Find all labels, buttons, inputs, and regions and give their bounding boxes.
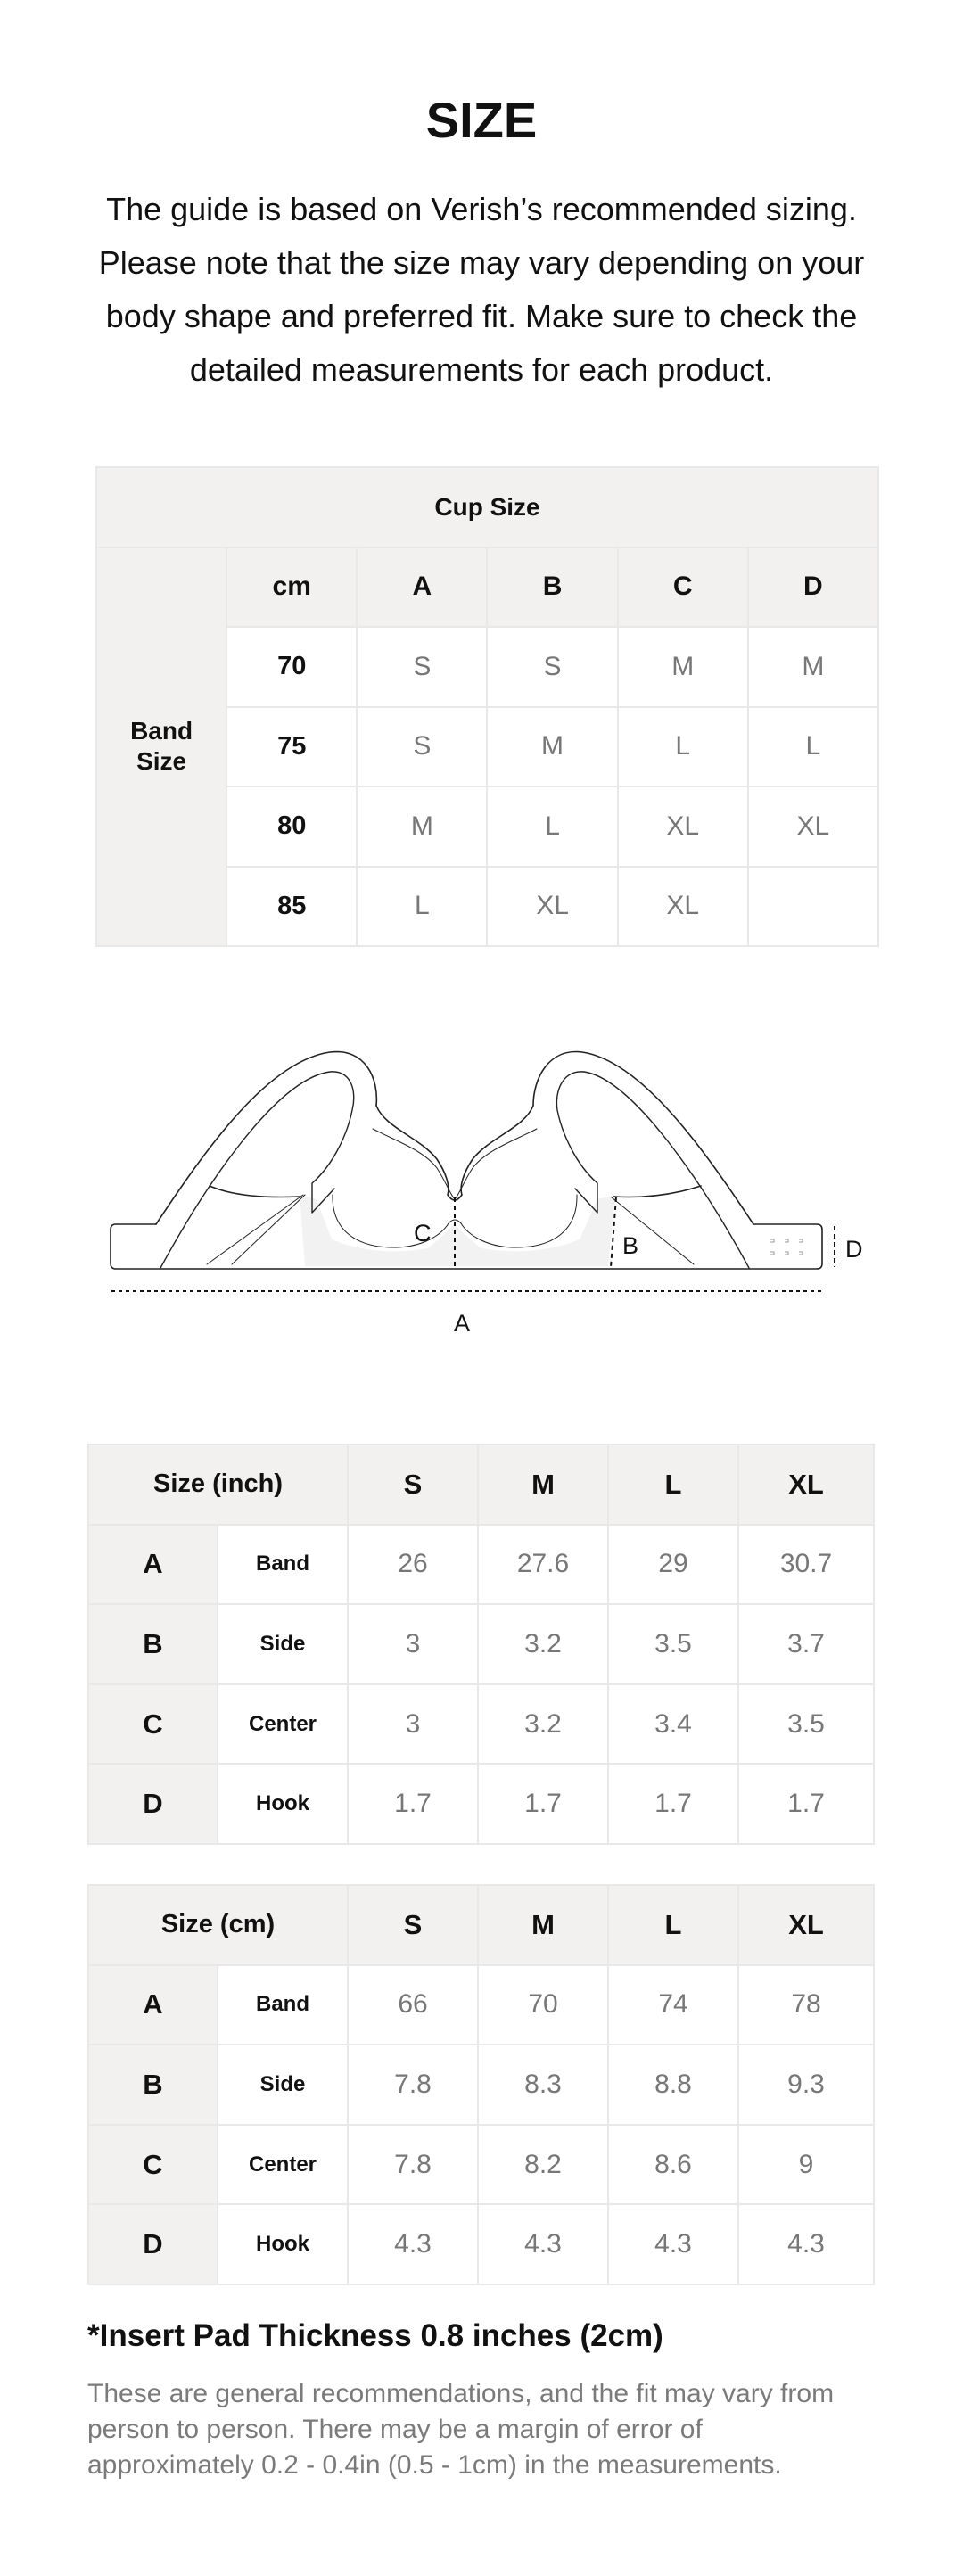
label-a: A	[454, 1310, 471, 1337]
size-header-l: L	[608, 1885, 738, 1965]
measure-letter: B	[88, 1604, 218, 1684]
cup-header-d: D	[748, 547, 878, 628]
measure-label: Side	[218, 2045, 348, 2125]
measure-value: 3.5	[608, 1604, 738, 1684]
measure-letter: D	[88, 1764, 218, 1844]
measure-value: 78	[738, 1965, 874, 2045]
size-header-xl: XL	[738, 1444, 874, 1525]
size-cell: M	[618, 627, 748, 707]
table-row	[88, 1684, 874, 1765]
measure-value: 29	[608, 1525, 738, 1605]
label-c: C	[414, 1220, 432, 1247]
measure-letter: A	[88, 1965, 218, 2045]
size-header-s: S	[348, 1444, 478, 1525]
band-size-label	[96, 547, 226, 947]
size-cell: XL	[487, 867, 617, 947]
table-row	[96, 547, 878, 628]
band-value: 70	[226, 627, 357, 707]
cup-header-a: A	[357, 547, 487, 628]
table-row	[88, 1764, 874, 1844]
measure-letter: C	[88, 1684, 218, 1765]
measure-value: 26	[348, 1525, 478, 1605]
measure-label: Band	[218, 1965, 348, 2045]
size-cell: S	[357, 627, 487, 707]
unit-header: Size (cm)	[88, 1885, 348, 1965]
intro-text: The guide is based on Verish’s recommended sizing. Please note that the size may vary depending on your body shape and preferred fit. Make sure to check the detailed measurements for each product.	[98, 191, 865, 388]
measure-value: 4.3	[348, 2204, 478, 2284]
measure-value: 4.3	[478, 2204, 608, 2284]
measure-value: 9.3	[738, 2045, 874, 2125]
measure-label: Hook	[218, 2204, 348, 2284]
size-header-l: L	[608, 1444, 738, 1525]
cm-size-table	[87, 1884, 875, 2285]
table-row	[88, 1525, 874, 1605]
measure-letter: A	[88, 1525, 218, 1605]
table-row	[88, 2045, 874, 2125]
size-cell: XL	[748, 786, 878, 867]
size-cell: L	[748, 707, 878, 787]
table-row	[88, 2204, 874, 2284]
table-row	[96, 467, 878, 547]
size-cell: M	[357, 786, 487, 867]
table-row	[88, 1604, 874, 1684]
cup-header-b: B	[487, 547, 617, 628]
inch-size-table	[87, 1444, 875, 1845]
cup-size-table	[95, 466, 879, 947]
measure-label: Side	[218, 1604, 348, 1684]
measure-value: 66	[348, 1965, 478, 2045]
size-header-xl: XL	[738, 1885, 874, 1965]
measure-label: Center	[218, 1684, 348, 1765]
label-b: B	[622, 1232, 639, 1259]
size-cell: L	[357, 867, 487, 947]
measure-label: Band	[218, 1525, 348, 1605]
measure-value: 4.3	[738, 2204, 874, 2284]
measure-value: 70	[478, 1965, 608, 2045]
unit-header: cm	[226, 547, 357, 628]
table-row	[88, 1965, 874, 2045]
label-d: D	[845, 1236, 863, 1263]
size-header-s: S	[348, 1885, 478, 1965]
measure-letter: D	[88, 2204, 218, 2284]
measure-value: 30.7	[738, 1525, 874, 1605]
measure-letter: B	[88, 2045, 218, 2125]
measure-value: 8.3	[478, 2045, 608, 2125]
size-cell: L	[618, 707, 748, 787]
measure-letter: C	[88, 2125, 218, 2205]
bra-measurement-diagram	[0, 1025, 963, 1355]
table-row	[88, 1885, 874, 1965]
measure-value: 3	[348, 1604, 478, 1684]
cup-header-c: C	[618, 547, 748, 628]
pad-thickness-note: *Insert Pad Thickness 0.8 inches (2cm)	[87, 2318, 663, 2353]
measure-value: 3.5	[738, 1684, 874, 1765]
measure-value: 1.7	[608, 1764, 738, 1844]
measure-value: 27.6	[478, 1525, 608, 1605]
cup-size-header: Cup Size	[96, 467, 878, 547]
band-value: 75	[226, 707, 357, 787]
size-cell: L	[487, 786, 617, 867]
measure-value: 8.8	[608, 2045, 738, 2125]
measure-value: 1.7	[738, 1764, 874, 1844]
fit-disclaimer: These are general recommendations, and the fit may vary from person to person. There may be a margin of error of approximately 0.2 - 0.4in (0.5 - 1cm) in the measurements.	[87, 2379, 835, 2480]
measure-value: 7.8	[348, 2125, 478, 2205]
table-row	[88, 1444, 874, 1525]
measure-value: 3.7	[738, 1604, 874, 1684]
measure-value: 3.2	[478, 1684, 608, 1765]
measure-value: 1.7	[478, 1764, 608, 1844]
measure-value: 8.2	[478, 2125, 608, 2205]
measure-value: 7.8	[348, 2045, 478, 2125]
measure-value: 74	[608, 1965, 738, 2045]
band-value: 85	[226, 867, 357, 947]
size-cell: S	[357, 707, 487, 787]
band-size-text: Band Size	[130, 717, 193, 776]
table-row	[88, 2125, 874, 2205]
measure-value: 1.7	[348, 1764, 478, 1844]
measure-value: 8.6	[608, 2125, 738, 2205]
measure-value: 9	[738, 2125, 874, 2205]
measure-value: 3.2	[478, 1604, 608, 1684]
size-header-m: M	[478, 1444, 608, 1525]
band-value: 80	[226, 786, 357, 867]
size-cell: M	[487, 707, 617, 787]
size-cell: M	[748, 627, 878, 707]
size-cell: XL	[618, 867, 748, 947]
unit-header: Size (inch)	[88, 1444, 348, 1525]
measure-label: Center	[218, 2125, 348, 2205]
measure-value: 4.3	[608, 2204, 738, 2284]
measure-value: 3.4	[608, 1684, 738, 1765]
size-cell	[748, 867, 878, 947]
page-title: SIZE	[425, 92, 538, 148]
size-cell: XL	[618, 786, 748, 867]
size-header-m: M	[478, 1885, 608, 1965]
size-cell: S	[487, 627, 617, 707]
measure-value: 3	[348, 1684, 478, 1765]
measure-label: Hook	[218, 1764, 348, 1844]
